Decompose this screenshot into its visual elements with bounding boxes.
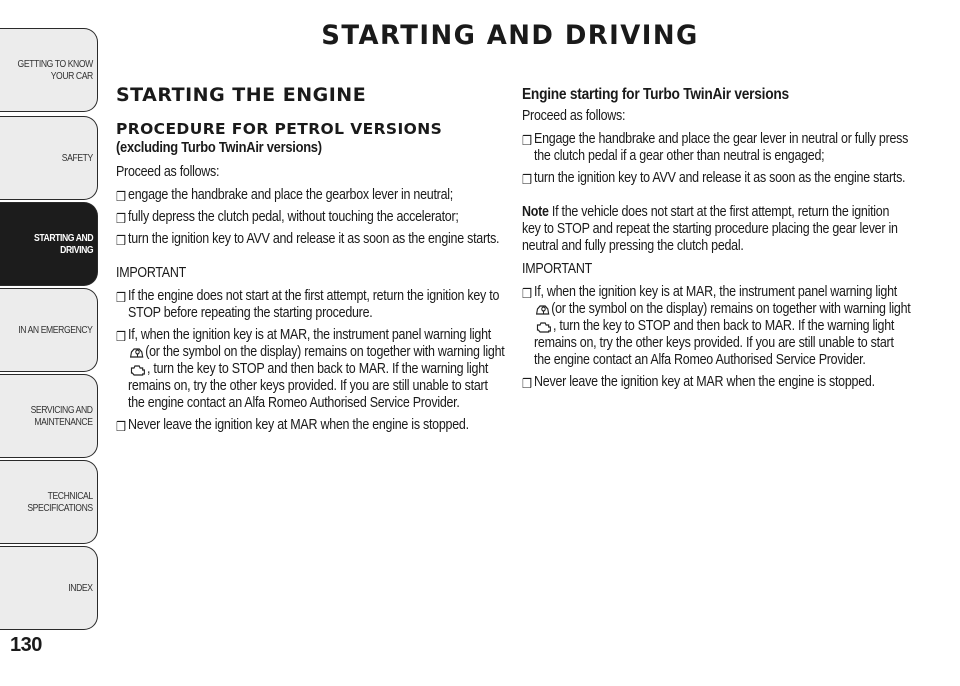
tab-label: GETTING TO KNOW YOUR CAR — [17, 58, 93, 82]
car-key-warning-icon — [129, 344, 144, 360]
tab-safety[interactable] — [0, 116, 98, 200]
page-title: STARTING AND DRIVING — [321, 20, 699, 51]
tab-label: STARTING AND DRIVING — [33, 232, 93, 256]
list-item: ❒ Engage the handbrake and place the gear lever in neutral or fully press the clutch pedal if a gear other than neutral is engaged; — [522, 131, 909, 164]
tab-label: SAFETY — [61, 152, 93, 164]
tab-index[interactable] — [0, 546, 98, 630]
important-label: IMPORTANT — [116, 265, 186, 281]
checkbox-bullet-icon: ❒ — [116, 290, 126, 305]
tab-label: TECHNICAL SPECIFICATIONS — [27, 490, 93, 514]
tab-label: SERVICING AND MAINTENANCE — [31, 404, 93, 428]
checkbox-bullet-icon: ❒ — [116, 211, 126, 226]
list-item: ❒ turn the ignition key to AVV and release it as soon as the engine starts. — [522, 170, 906, 187]
tab-label: INDEX — [68, 582, 93, 594]
list-item: ❒ engage the handbrake and place the gearbox lever in neutral; — [116, 187, 453, 204]
checkbox-bullet-icon: ❒ — [116, 329, 126, 344]
list-item: ❒ If, when the ignition key is at MAR, the instrument panel warning light (or the symbol on the display) remains on together with warning light , turn the key to STOP and then back to MAR. If the warning light remains on, try the other keys provided. If you are still unable to start the engine contact an Alfa Romeo Authorised Service Provider. — [522, 284, 911, 368]
sub-note: (excluding Turbo TwinAir versions) — [116, 139, 322, 156]
list-item: ❒ Never leave the ignition key at MAR when the engine is stopped. — [522, 374, 875, 391]
note: Note If the vehicle does not start at the first attempt, return the ignition key to STOP and repeat the starting procedure placing the gear lever in neutral and fully pressing the clutch pedal. — [522, 204, 898, 254]
intro: Proceed as follows: — [522, 108, 626, 124]
page-number: 130 — [10, 634, 42, 656]
list-item: ❒ turn the ignition key to AVV and release it as soon as the engine starts. — [116, 231, 500, 248]
checkbox-bullet-icon: ❒ — [522, 376, 532, 391]
tab-in-an-emergency[interactable] — [0, 288, 98, 372]
tab-servicing[interactable] — [0, 374, 98, 458]
checkbox-bullet-icon: ❒ — [116, 419, 126, 434]
sub-title: PROCEDURE FOR PETROL VERSIONS — [116, 120, 443, 138]
car-key-warning-icon — [535, 301, 550, 317]
tab-technical[interactable] — [0, 460, 98, 544]
list-item: ❒ Never leave the ignition key at MAR when the engine is stopped. — [116, 417, 469, 434]
engine-warning-icon — [129, 363, 146, 377]
list-item: ❒ If, when the ignition key is at MAR, the instrument panel warning light (or the symbol on the display) remains on together with warning light , turn the key to STOP and then back to MAR. If the warning light remains on, try the other keys provided. If you are still unable to start the engine contact an Alfa Romeo Authorised Service Provider. — [116, 327, 505, 411]
checkbox-bullet-icon: ❒ — [116, 189, 126, 204]
left-column — [116, 84, 506, 439]
right-column — [522, 84, 912, 396]
engine-warning-icon — [535, 320, 552, 334]
checkbox-bullet-icon: ❒ — [522, 133, 532, 148]
section-subtitle: Engine starting for Turbo TwinAir versions — [522, 86, 789, 103]
checkbox-bullet-icon: ❒ — [522, 172, 532, 187]
list-item: ❒ If the engine does not start at the first attempt, return the ignition key to STOP before repeating the starting procedure. — [116, 288, 500, 321]
tab-starting-and-driving[interactable] — [0, 202, 98, 286]
intro: Proceed as follows: — [116, 164, 220, 180]
section-title: STARTING THE ENGINE — [116, 84, 367, 106]
important-label: IMPORTANT — [522, 261, 592, 277]
list-item: ❒ fully depress the clutch pedal, without touching the accelerator; — [116, 209, 459, 226]
checkbox-bullet-icon: ❒ — [522, 286, 532, 301]
checkbox-bullet-icon: ❒ — [116, 233, 126, 248]
note-label: Note — [522, 204, 549, 220]
tab-label: IN AN EMERGENCY — [18, 324, 93, 336]
